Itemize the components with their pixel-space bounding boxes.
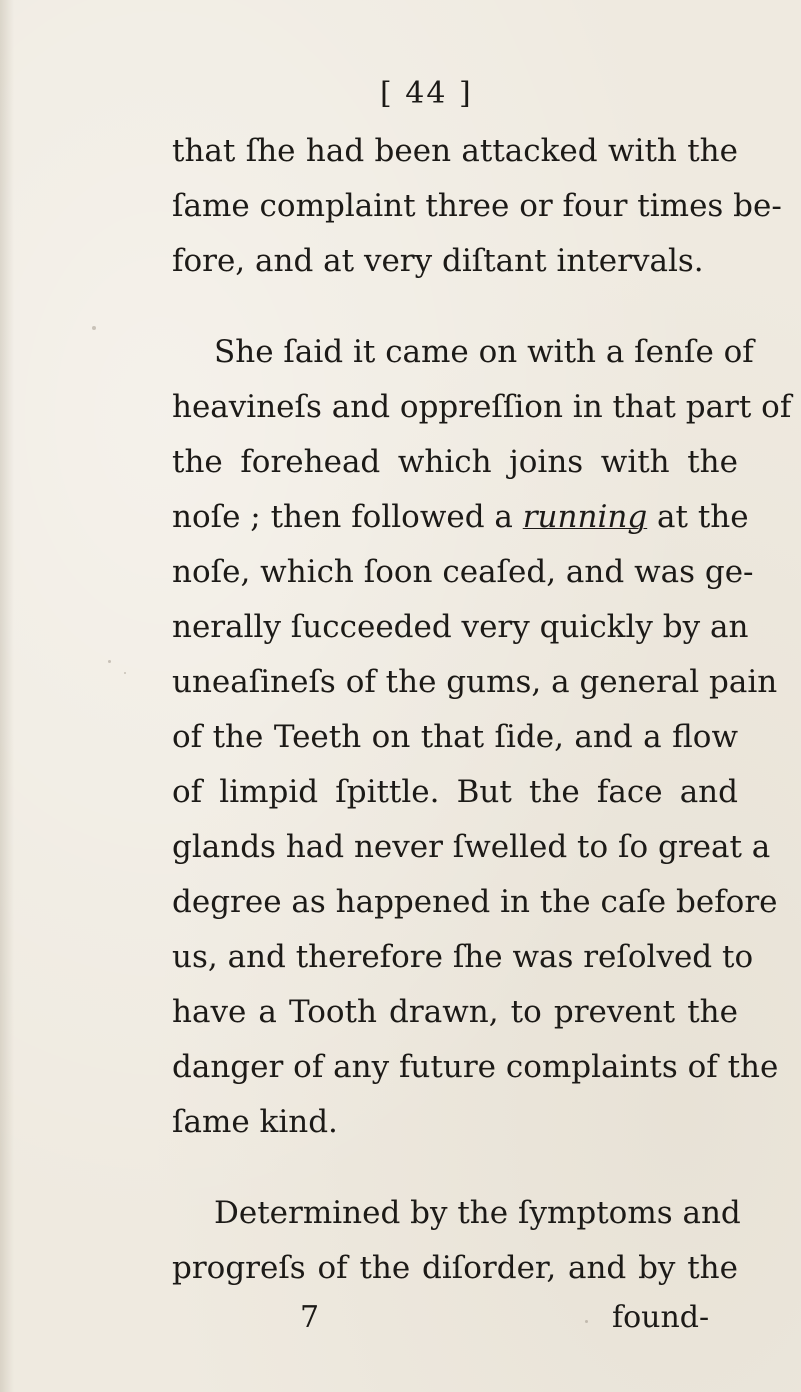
- text-line: have a Tooth drawn, to prevent the: [172, 994, 738, 1030]
- text-line: nerally ſucceeded very quickly by an: [172, 609, 749, 645]
- paper-speck: [124, 672, 126, 674]
- signature-mark: 7: [300, 1300, 320, 1335]
- paper-speck: [585, 1320, 588, 1323]
- text-line: danger of any future complaints of the: [172, 1049, 779, 1085]
- paper-speck: [92, 326, 96, 330]
- text-line: Determined by the ſymptoms and: [214, 1195, 741, 1231]
- text-line: that ſhe had been attacked with the: [172, 133, 738, 169]
- text-line: fore, and at very diſtant intervals.: [172, 243, 704, 279]
- text-line: of limpid ſpittle. But the face and: [172, 774, 738, 810]
- text-line: us, and therefore ſhe was reſolved to: [172, 939, 754, 975]
- text-line: noſe, which ſoon ceaſed, and was ge-: [172, 554, 754, 590]
- text-line: ſame complaint three or four times be-: [172, 188, 782, 224]
- text-line: glands had never ſwelled to ſo great a: [172, 829, 771, 865]
- italic-word: running: [522, 499, 648, 535]
- text-line: uneaſineſs of the gums, a general pain: [172, 664, 778, 700]
- catchword: found-: [612, 1300, 710, 1335]
- text-line: ſame kind.: [172, 1104, 338, 1140]
- paper-speck: [108, 660, 111, 663]
- page-number-header: [ 44 ]: [380, 76, 473, 111]
- text-line: She ſaid it came on with a ſenſe of: [214, 334, 754, 370]
- text-line: degree as happened in the caſe before: [172, 884, 778, 920]
- text-line: the forehead which joins with the: [172, 444, 738, 480]
- text-line: heavineſs and oppreſſion in that part of: [172, 389, 792, 425]
- text-line-with-italic: [172, 496, 749, 538]
- text-segment: noſe ; then followed a: [172, 499, 523, 535]
- text-line: of the Teeth on that ſide, and a flow: [172, 719, 738, 755]
- page-gutter-shadow: [0, 0, 14, 1392]
- text-line: progreſs of the diſorder, and by the: [172, 1250, 738, 1286]
- text-segment: at the: [647, 499, 749, 535]
